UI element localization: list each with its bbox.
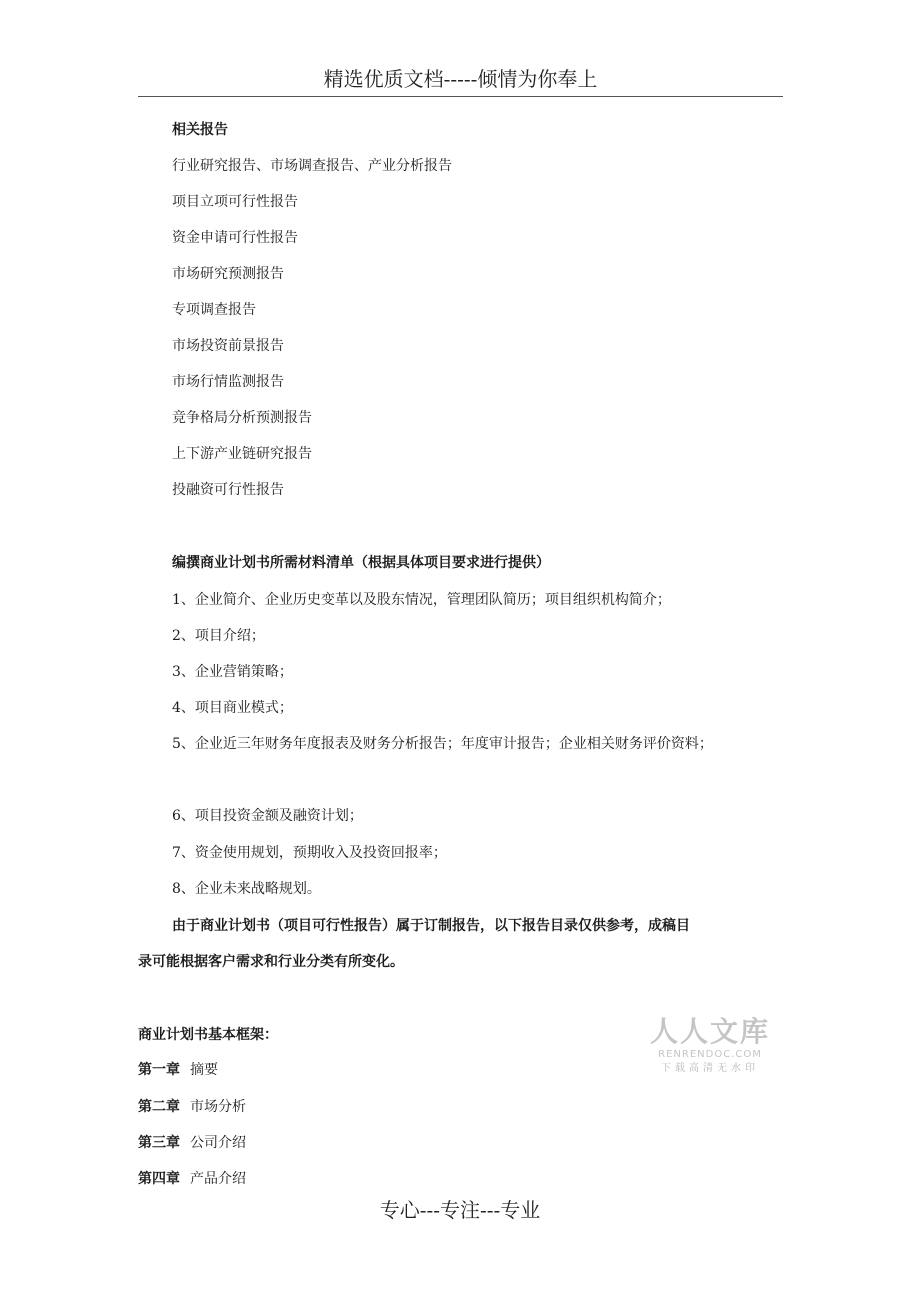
related-report-item: 投融资可行性报告 [172, 482, 284, 498]
page-footer: 专心---专注---专业 [379, 1198, 541, 1222]
chapter-number: 第二章 [138, 1099, 180, 1115]
materials-item: 1、企业简介、企业历史变革以及股东情况，管理团队简历；项目组织机构简介； [172, 592, 671, 608]
chapter-entry [138, 1133, 246, 1153]
chapter-entry [138, 1097, 246, 1117]
chapter-number: 第三章 [138, 1135, 180, 1151]
watermark-logo [645, 1016, 775, 1076]
chapter-entry [138, 1060, 218, 1080]
watermark-tagline: 下载高清无水印 [661, 1063, 759, 1074]
related-report-item: 市场行情监测报告 [172, 374, 284, 390]
materials-item: 2、项目介绍； [172, 628, 265, 644]
materials-item: 8、企业未来战略规划。 [172, 881, 321, 897]
related-report-item: 行业研究报告、市场调查报告、产业分析报告 [172, 158, 452, 174]
related-report-item: 竞争格局分析预测报告 [172, 410, 312, 426]
related-report-item: 市场研究预测报告 [172, 266, 284, 282]
related-reports-heading: 相关报告 [172, 122, 228, 138]
chapter-title: 公司介绍 [190, 1135, 246, 1151]
related-report-item: 市场投资前景报告 [172, 338, 284, 354]
materials-heading: 编撰商业计划书所需材料清单（根据具体项目要求进行提供） [172, 555, 550, 571]
page-header: 精选优质文档-----倾情为你奉上 [138, 64, 783, 97]
materials-item: 5、企业近三年财务年度报表及财务分析报告；年度审计报告；企业相关财务评价资料； [172, 736, 713, 752]
chapter-number: 第四章 [138, 1171, 180, 1187]
chapter-number: 第一章 [138, 1062, 180, 1078]
materials-item: 3、企业营销策略； [172, 664, 293, 680]
related-report-item: 上下游产业链研究报告 [172, 446, 312, 462]
chapter-title: 市场分析 [190, 1099, 246, 1115]
related-report-item: 项目立项可行性报告 [172, 194, 298, 210]
related-report-item: 专项调查报告 [172, 302, 256, 318]
custom-report-note-continued: 录可能根据客户需求和行业分类有所变化。 [138, 954, 404, 970]
materials-item: 6、项目投资金额及融资计划； [172, 808, 363, 824]
related-report-item: 资金申请可行性报告 [172, 230, 298, 246]
chapter-title: 摘要 [190, 1062, 218, 1078]
framework-heading: 商业计划书基本框架： [138, 1027, 278, 1043]
chapter-entry [138, 1169, 246, 1189]
materials-item: 7、资金使用规划，预期收入及投资回报率； [172, 845, 447, 861]
watermark-domain: RENRENDOC.COM [658, 1049, 762, 1060]
materials-item: 4、项目商业模式； [172, 700, 293, 716]
custom-report-note: 由于商业计划书（项目可行性报告）属于订制报告，以下报告目录仅供参考，成稿目 [172, 918, 690, 934]
watermark-title: 人人文库 [649, 1015, 770, 1048]
chapter-title: 产品介绍 [190, 1171, 246, 1187]
